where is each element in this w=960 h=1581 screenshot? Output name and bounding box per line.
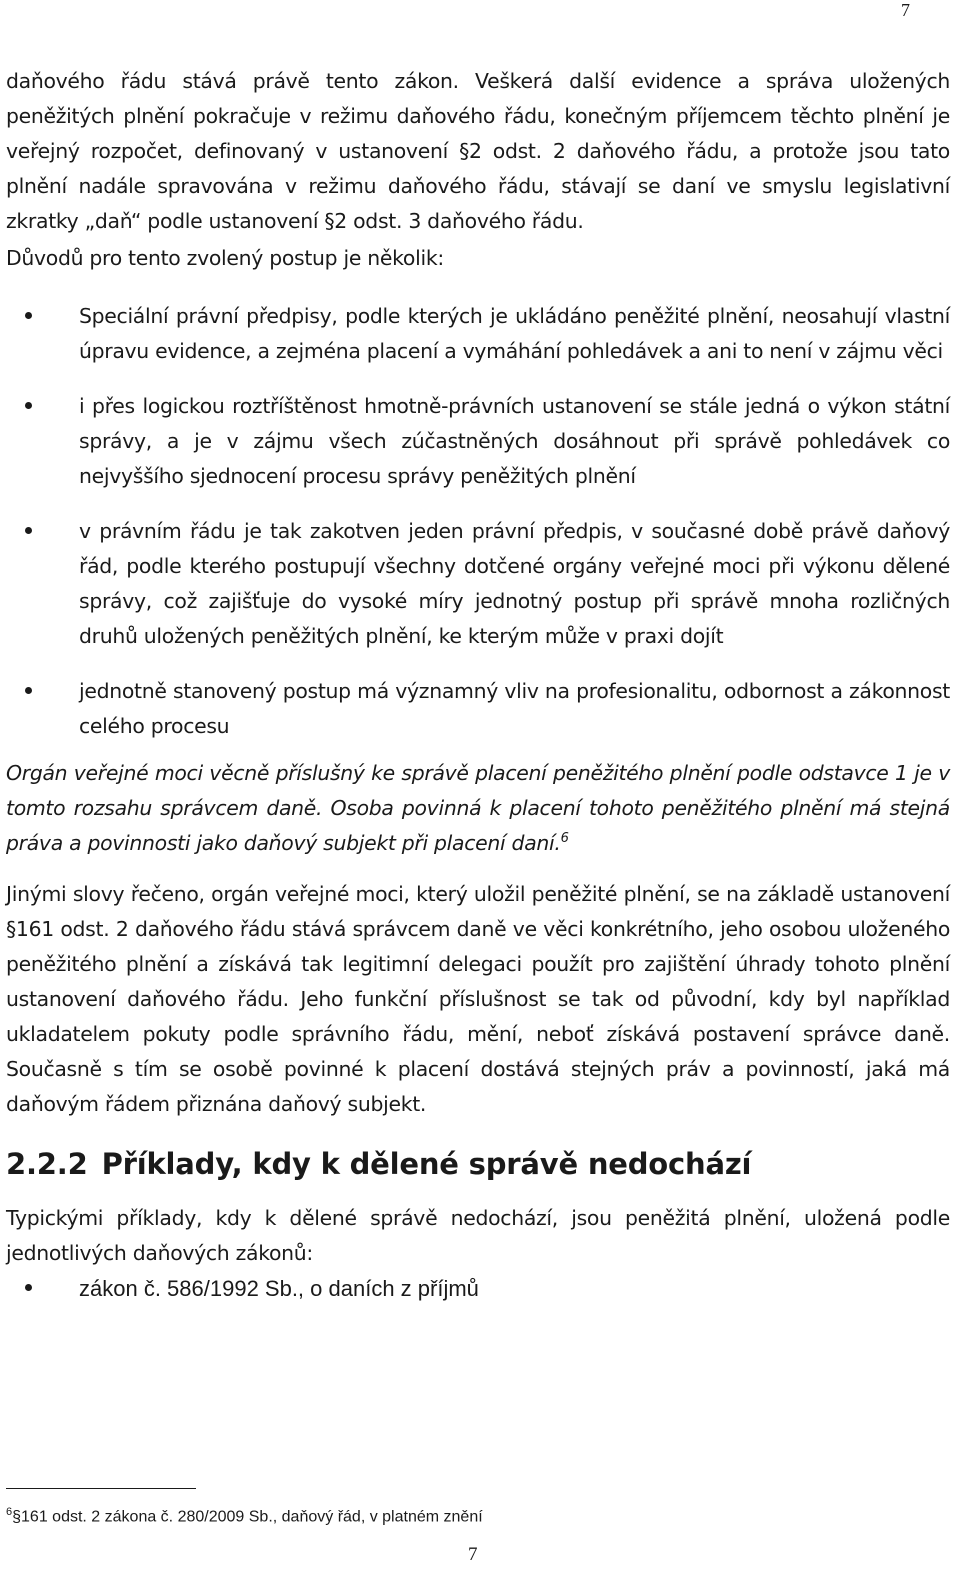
reasons-intro: Důvodů pro tento zvolený postup je několik: [6,246,444,270]
list-item: jednotně stanovený postup má významný vliv na profesionalitu, odbornost a zákonnost celého procesu [6,674,950,744]
list-item: i přes logickou roztříštěnost hmotně-právních ustanovení se stále jedná o výkon státní správy, a je v zájmu všech zúčastněných dosáhnout při správě pohledávek co nejvyššího sjednocení procesu správy peněžitých plnění [6,389,950,494]
italic-quote-text: Orgán veřejné moci věcně příslušný ke správě placení peněžitého plnění podle odstavce 1 je v tomto rozsahu správcem daně. Osoba povinná k placení tohoto peněžitého plnění má stejná práva a povinnosti jako daňový subjekt při placení daní. [6,761,950,855]
list-item: Speciální právní předpisy, podle kterých je ukládáno peněžité plnění, neosahují vlastní úpravu evidence, a zejména placení a vymáhání pohledávek a ani to není v zájmu věci [6,299,950,369]
list-item: zákon č. 586/1992 Sb., o daních z příjmů [6,1271,950,1306]
typical-examples-paragraph: Typickými příklady, kdy k dělené správě nedochází, jsou peněžitá plnění, uložená podle jednotlivých daňových zákonů: [6,1206,950,1265]
explanation-paragraph: Jinými slovy řečeno, orgán veřejné moci, který uložil peněžité plnění, se na základě ustanovení §161 odst. 2 daňového řádu stává správcem daně ve věci konkrétního, jeho osobou uloženého peněžitého plnění a získává tak legitimní delegaci použít pro zajištění úhrady tohoto plnění ustanovení daňového řádu. Jeho funkční příslušnost se tak od původní, kdy byl například ukladatelem pokuty podle správního řádu, mění, neboť získává postavení správce daně. Současně s tím se osobě povinné k placení dostává stejných práv a povinností, jaká má daňovým řádem přiznána daňový subjekt. [6,882,950,1116]
page-number-bottom: 7 [468,1544,478,1565]
reasons-list [6,299,950,744]
footnote-text: §161 odst. 2 zákona č. 280/2009 Sb., daňový řád, v platném znění [12,1508,483,1526]
section-number: 2.2.2 [6,1147,88,1181]
section-heading [6,1144,950,1184]
document-body [6,64,950,1306]
intro-paragraph: daňového řádu stává právě tento zákon. Veškerá další evidence a správa uložených peněžitých plnění pokračuje v režimu daňového řádu, konečným příjemcem těchto plnění je veřejný rozpočet, definovaný v ustanovení §2 odst. 2 daňového řádu, a protože jsou tato plnění nadále spravována v režimu daňového řádu, stávají se daní ve smyslu legislativní zkratky „daň“ podle ustanovení §2 odst. 3 daňového řádu. [6,69,950,233]
footnote-reference: 6 [560,831,569,847]
footnote-number: 6 [6,1506,13,1518]
italic-quote-paragraph [6,756,950,861]
section-title: Příklady, kdy k dělené správě nedochází [101,1147,752,1181]
laws-list [6,1271,950,1306]
footnote-separator [6,1488,196,1489]
page-number-top: 7 [901,0,910,20]
list-item: v právním řádu je tak zakotven jeden právní předpis, v současné době právě daňový řád, podle kterého postupují všechny dotčené orgány veřejné moci při výkonu dělené správy, což zajišťuje do vysoké míry jednotný postup při správě mnoha rozličných druhů uložených peněžitých plnění, ke kterým může v praxi dojít [6,514,950,654]
footnote [6,1500,483,1529]
